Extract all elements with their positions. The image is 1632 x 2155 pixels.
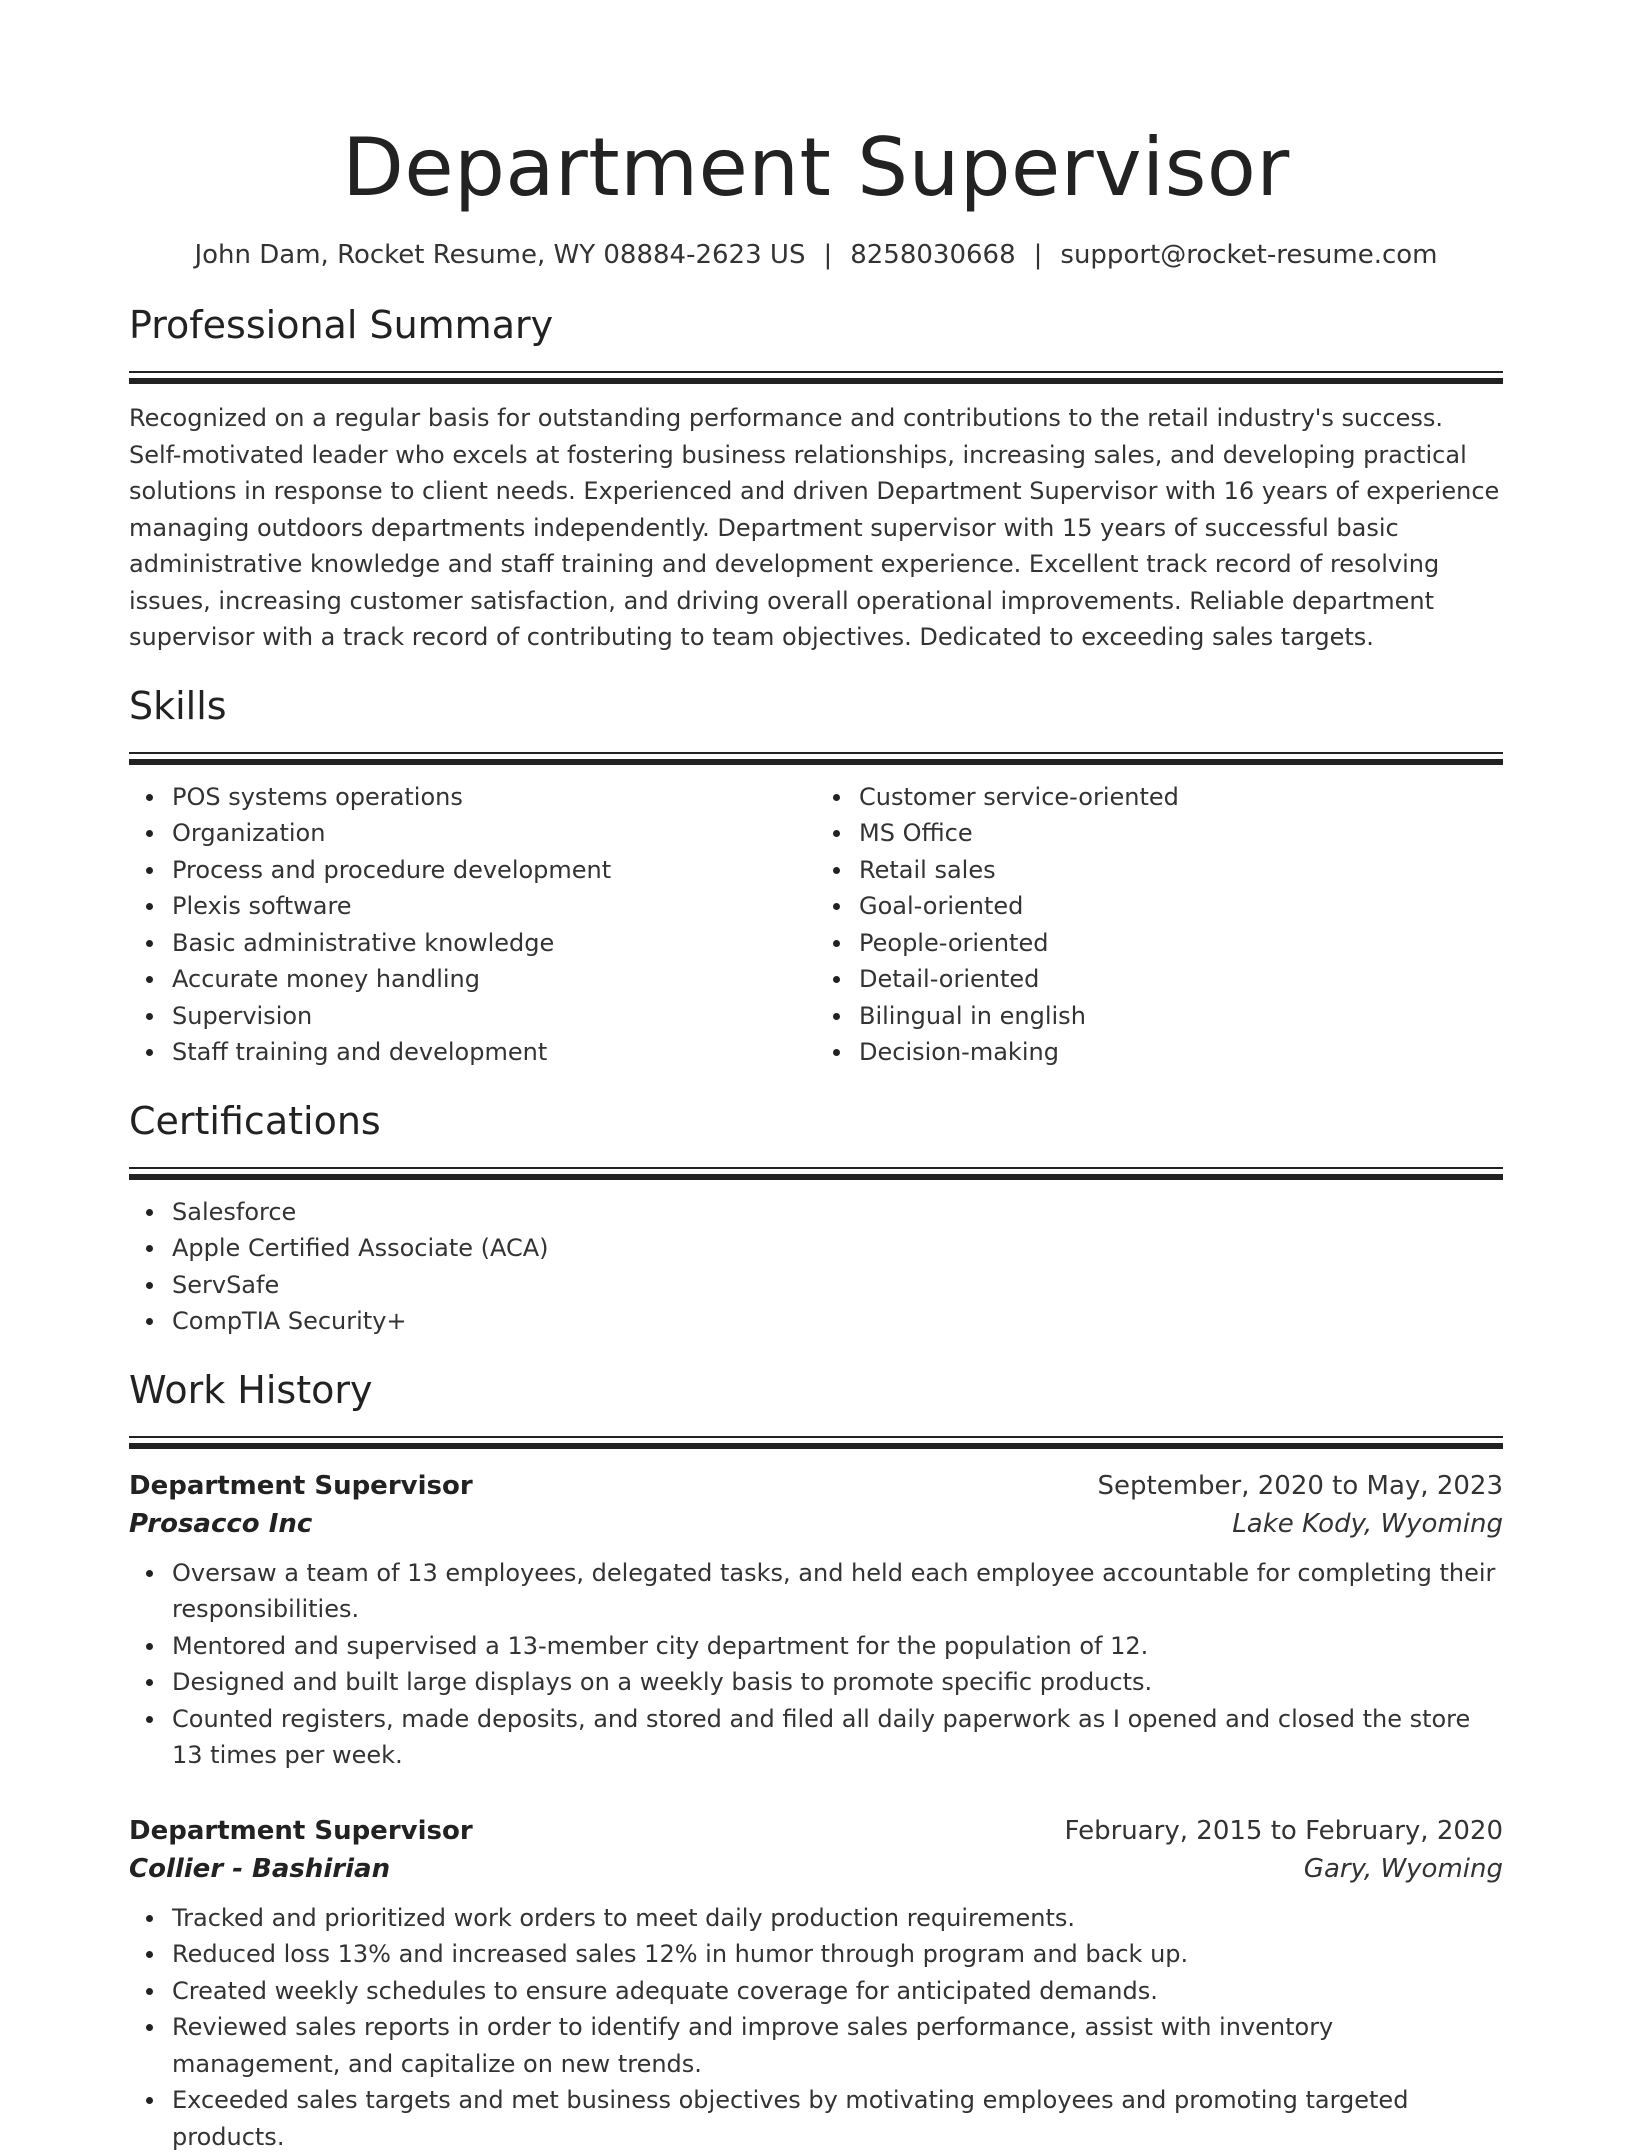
skill-item: Basic administrative knowledge: [172, 925, 816, 962]
job-location: Lake Kody, Wyoming: [1232, 1505, 1503, 1543]
job-location: Gary, Wyoming: [1304, 1850, 1503, 1888]
job-bullet: Created weekly schedules to ensure adequate coverage for anticipated demands.: [172, 1973, 1503, 2010]
summary-section: [129, 301, 1503, 656]
section-divider: [129, 371, 1503, 384]
job-bullet: Oversaw a team of 13 employees, delegated tasks, and held each employee accountable for completing their responsibilities.: [172, 1555, 1503, 1628]
work-history-heading: Work History: [129, 1366, 1503, 1414]
job-bullet: Tracked and prioritized work orders to meet daily production requirements.: [172, 1900, 1503, 1937]
skills-grid: [129, 779, 1503, 1071]
job-entry: [129, 1467, 1503, 1774]
skill-item: Plexis software: [172, 888, 816, 925]
job-company-row: [129, 1850, 1503, 1888]
skills-section: [129, 682, 1503, 1071]
job-bullet: Reduced loss 13% and increased sales 12% in humor through program and back up.: [172, 1936, 1503, 1973]
skill-item: Goal-oriented: [859, 888, 1503, 925]
job-bullet: Designed and built large displays on a weekly basis to promote specific products.: [172, 1664, 1503, 1701]
job-company: Collier - Bashirian: [129, 1850, 390, 1888]
resume-title: Department Supervisor: [129, 0, 1503, 218]
contact-phone: 8258030668: [850, 240, 1015, 270]
certification-item: Apple Certified Associate (ACA): [172, 1230, 1503, 1267]
job-title: Department Supervisor: [129, 1812, 473, 1850]
job-title: Department Supervisor: [129, 1467, 473, 1505]
contact-address: John Dam, Rocket Resume, WY 08884-2623 US: [194, 240, 805, 270]
job-entry: [129, 1812, 1503, 2155]
skill-item: Bilingual in english: [859, 998, 1503, 1035]
skill-item: Detail-oriented: [859, 961, 1503, 998]
job-bullets: [129, 1555, 1503, 1774]
skill-item: Customer service-oriented: [859, 779, 1503, 816]
job-bullet: Reviewed sales reports in order to identify and improve sales performance, assist with inventory management, and capitalize on new trends.: [172, 2009, 1503, 2082]
certifications-list: [129, 1194, 1503, 1340]
job-company-row: [129, 1505, 1503, 1543]
certifications-heading: Certifications: [129, 1097, 1503, 1145]
job-company: Prosacco Inc: [129, 1505, 312, 1543]
skill-item: Supervision: [172, 998, 816, 1035]
job-dates: September, 2020 to May, 2023: [1098, 1467, 1504, 1505]
summary-heading: Professional Summary: [129, 301, 1503, 349]
skill-item: People-oriented: [859, 925, 1503, 962]
certifications-section: [129, 1097, 1503, 1340]
contact-line: [129, 238, 1503, 272]
skills-column-left: [129, 779, 816, 1071]
job-bullet: Exceeded sales targets and met business objectives by motivating employees and promoting targeted products.: [172, 2082, 1503, 2155]
skill-item: Organization: [172, 815, 816, 852]
section-divider: [129, 752, 1503, 765]
skill-item: Process and procedure development: [172, 852, 816, 889]
job-header-row: [129, 1467, 1503, 1505]
section-divider: [129, 1167, 1503, 1180]
certification-item: CompTIA Security+: [172, 1303, 1503, 1340]
contact-separator: |: [823, 238, 832, 272]
skill-item: POS systems operations: [172, 779, 816, 816]
skill-item: Accurate money handling: [172, 961, 816, 998]
skills-heading: Skills: [129, 682, 1503, 730]
certification-item: ServSafe: [172, 1267, 1503, 1304]
skill-item: Staff training and development: [172, 1034, 816, 1071]
skill-item: Retail sales: [859, 852, 1503, 889]
contact-email: support@rocket-resume.com: [1060, 240, 1437, 270]
skill-item: MS Office: [859, 815, 1503, 852]
contact-separator: |: [1034, 238, 1043, 272]
skills-column-right: [816, 779, 1503, 1071]
work-history-section: [129, 1366, 1503, 2155]
certification-item: Salesforce: [172, 1194, 1503, 1231]
job-bullets: [129, 1900, 1503, 2155]
job-bullet: Counted registers, made deposits, and stored and filed all daily paperwork as I opened and closed the store 13 times per week.: [172, 1701, 1503, 1774]
section-divider: [129, 1436, 1503, 1449]
job-dates: February, 2015 to February, 2020: [1065, 1812, 1503, 1850]
summary-text: Recognized on a regular basis for outstanding performance and contributions to the retail industry's success. Self-motivated leader who excels at fostering business relationships, increasing sales, and developing practical solutions in response to client needs. Experienced and driven Department Supervisor with 16 years of experience managing outdoors departments independently. Department supervisor with 15 years of successful basic administrative knowledge and staff training and development experience. Excellent track record of resolving issues, increasing customer satisfaction, and driving overall operational improvements. Reliable department supervisor with a track record of contributing to team objectives. Dedicated to exceeding sales targets.: [129, 400, 1503, 656]
job-bullet: Mentored and supervised a 13-member city department for the population of 12.: [172, 1628, 1503, 1665]
job-header-row: [129, 1812, 1503, 1850]
skill-item: Decision-making: [859, 1034, 1503, 1071]
